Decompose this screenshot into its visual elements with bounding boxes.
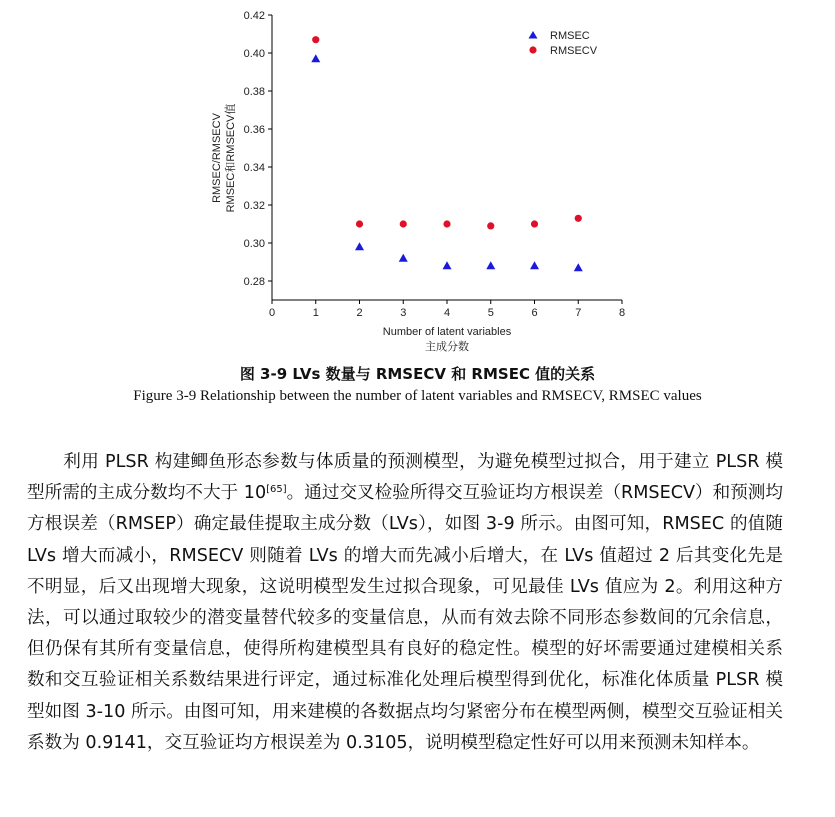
x-tick-label: 4 <box>443 307 451 319</box>
figure-caption-en: Figure 3-9 Relationship between the number of latent variables and RMSECV, RMSEC values <box>133 388 702 404</box>
x-tick-label: 1 <box>312 307 319 319</box>
rmsecv-point <box>531 220 538 227</box>
rmsecv-point <box>575 215 582 222</box>
y-tick-label: 0.28 <box>243 276 265 288</box>
scatter-chart <box>0 0 835 360</box>
citation-ref: [65] <box>266 484 287 496</box>
x-tick-label: 0 <box>268 307 276 319</box>
rmsecv-point <box>400 220 407 227</box>
legend-label-rmsecv: RMSECV <box>550 45 598 57</box>
body-paragraph <box>27 447 783 759</box>
y-axis-label: RMSEC/RMSECV <box>211 113 223 203</box>
rmsecv-point <box>443 220 450 227</box>
legend-label-rmsec: RMSEC <box>550 30 590 42</box>
y-tick-group <box>244 10 272 288</box>
y-tick-label: 0.30 <box>243 238 265 250</box>
paragraph-part2: 。通过交叉检验所得交互验证均方根误差（RMSECV）和预测均方根误差（RMSEP）确定最佳提取主成分数（LVs），如图 3-9 所示。由图可知，RMSEC 的值随 LVs 增大而减小，RMSECV 则随着 LVs 的增大而先减小后增大，在 LVs 值超过 2 后其变化先是不明显，后又出现增大现象，这说明模型发生过拟合现象，可见最佳 LVs 值应为 2。利用这种方法，可以通过取较少的潜变量替代较多的变量信息，从而有效去除不同形态参数间的冗余信息，但仍保有其所有变量信息，使得所构建模型具有良好的稳定性。模型的好坏需要通过建模相关系数和交互验证相关系数结果进行评定，通过标准化处理后模型得到优化，标准化体质量 PLSR 模型如图 3-10 所示。由图可知，用来建模的各数据点均匀紧密分布在模型两侧，模型交互验证相关系数为 0.9141，交互验证均方根误差为 0.3105，说明模型稳定性好可以用来预测未知样本。 <box>27 483 783 753</box>
data-points <box>311 36 583 271</box>
rmsecv-point <box>487 222 494 229</box>
y-tick-label: 0.40 <box>243 48 265 60</box>
y-tick-label: 0.32 <box>243 200 265 212</box>
paragraph-part1: 利用 PLSR 构建鲫鱼形态参数与体质量的预测模型，为避免模型过拟合，用于建立 PLSR 模型所需的主成分数均不大于 10 <box>27 452 783 504</box>
rmsecv-point <box>356 220 363 227</box>
x-axis-label: Number of latent variables <box>382 326 512 338</box>
rmsec-point <box>486 261 495 269</box>
legend-marker-rmsec <box>529 31 538 39</box>
x-tick-label: 7 <box>575 307 582 319</box>
plot-frame <box>272 15 622 300</box>
x-axis-label-cn: 主成分数 <box>425 341 469 353</box>
rmsec-point <box>574 263 583 271</box>
y-tick-label: 0.38 <box>243 86 265 98</box>
y-axis-label-cn: RMSEC和RMSECV值 <box>225 103 237 213</box>
x-tick-group <box>269 300 625 319</box>
rmsec-point <box>443 261 452 269</box>
rmsec-point <box>399 254 408 262</box>
rmsec-point <box>530 261 539 269</box>
rmsecv-point <box>312 36 319 43</box>
x-tick-label: 8 <box>618 307 626 319</box>
y-tick-label: 0.36 <box>243 124 265 136</box>
x-tick-label: 5 <box>487 307 494 319</box>
legend <box>529 30 598 57</box>
rmsec-point <box>355 242 364 250</box>
figure-caption-cn: 图 3-9 LVs 数量与 RMSECV 和 RMSEC 值的关系 <box>239 365 596 383</box>
rmsec-point <box>311 54 320 62</box>
y-tick-label: 0.34 <box>243 162 265 174</box>
y-tick-label: 0.42 <box>243 10 265 22</box>
x-tick-label: 3 <box>400 307 407 319</box>
x-tick-label: 2 <box>356 307 363 319</box>
x-tick-label: 6 <box>531 307 538 319</box>
legend-marker-rmsecv <box>529 46 536 53</box>
